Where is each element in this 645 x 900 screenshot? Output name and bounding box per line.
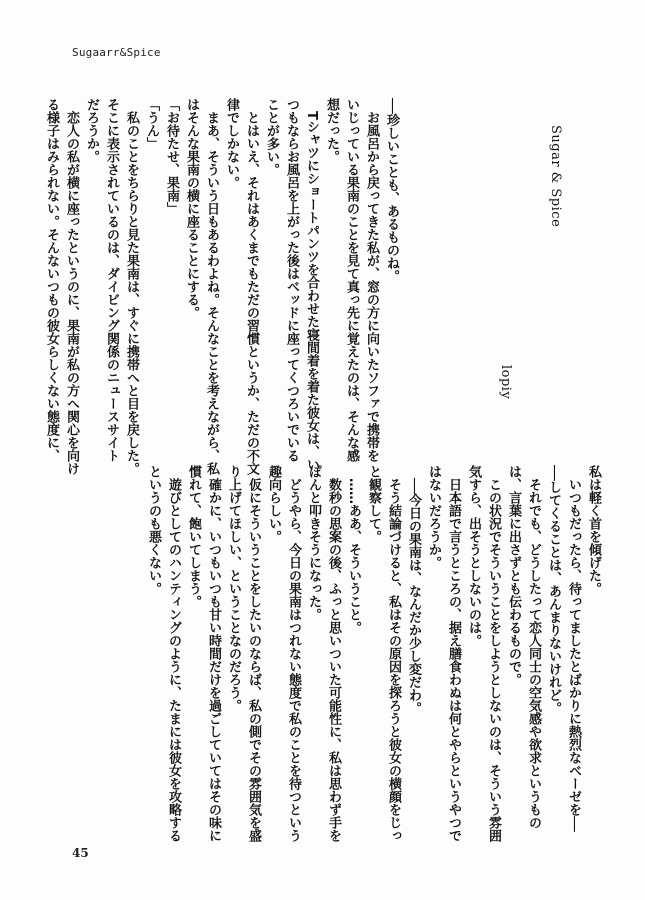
text-line: 気すら、出そうとしないのは。 — [466, 465, 481, 647]
text-line: 「お待たせ、果南」 — [164, 98, 179, 215]
text-line: というのも悪くない。 — [146, 465, 161, 595]
text-block-bottom — [143, 465, 603, 842]
text-line: はそんな果南の横に座ることにする。 — [184, 98, 199, 319]
text-line: 数秒の思案の後、ふっと思いついた可能性に、私は思わず手を — [326, 465, 341, 842]
author-name: lopiy — [498, 365, 513, 400]
text-line: は、言葉に出さずとも伝わるもので。 — [506, 465, 521, 686]
text-line: はないだろうか。 — [426, 465, 441, 569]
text-line: いつもだったら、待ってましたとばかりに熱烈なベーゼを── — [566, 465, 581, 832]
text-line: 慣れて、飽いてしまう。 — [186, 465, 201, 608]
text-line: ──してくることは、あんまりないけれど。 — [546, 465, 561, 715]
story-title: Sugar & Spice — [548, 125, 563, 228]
text-line: まあ、そういう日もあるわよね。そんなことを考えながら、私 — [204, 98, 219, 475]
text-line: どうやら、今日の果南はつれない態度で私のことを待つという — [286, 465, 301, 842]
text-block-top — [41, 98, 401, 475]
text-line: それでも、どうしたって恋人同士の空気感や欲求というもの — [526, 465, 541, 829]
text-line: と観察して。 — [366, 465, 381, 543]
text-line: この状況でそういうことをしようとしないのは、そういう雰囲 — [486, 465, 501, 842]
text-line: 趣向らしい。 — [266, 465, 281, 543]
text-line: 私のことをちらりと見た果南は、すぐに携帯へと目を戻した。 — [124, 98, 139, 475]
text-line: ぽんと叩きそうになった。 — [306, 465, 321, 621]
text-line: 日本語で言うところの、据え膳食わぬは何とやらというやつで — [446, 465, 461, 842]
page-number: 45 — [72, 846, 89, 860]
text-line: ──珍しいことも、あるものね。 — [384, 98, 399, 283]
text-line: つもならお風呂を上がった後はベッドに座ってくつろいでいる — [284, 98, 299, 462]
text-line: 確かに、いつもいつも甘い時間だけを過ごしていてはその味に — [206, 465, 221, 842]
text-line: 私は軽く首を傾げた。 — [586, 465, 601, 595]
text-line: り上げてほしい、ということなのだろう。 — [226, 465, 241, 712]
text-line: だろうか。 — [84, 98, 99, 163]
text-line: 「うん」 — [144, 98, 159, 150]
text-line: 遊びとしてのハンティングのように、たまには彼女を攻略する — [166, 465, 181, 842]
text-line: Tシャツにショートパンツを合わせた寝間着を着た彼女は、い — [304, 98, 319, 471]
text-line: そこに表示されているのは、ダイビング関係のニュースサイト — [104, 98, 119, 462]
text-line: る様子はみられない。そんないつもの彼女らしくない態度に、 — [44, 98, 59, 462]
text-line: 律でしかない。 — [224, 98, 239, 189]
text-line: お風呂から戻ってきた私が、窓の方に向いたソファで携帯を — [364, 98, 379, 462]
text-line: 恋人の私が横に座ったというのに、果南が私の方へ関心を向け — [64, 98, 79, 475]
text-line: そう結論づけると、私はその原因を探ろうと彼女の横顔をじっ — [386, 465, 401, 842]
text-line: ことが多い。 — [264, 98, 279, 176]
running-head: Sugaarr&Spice — [72, 46, 161, 59]
text-line: ──今日の果南は、なんだか少し変だわ。 — [406, 465, 421, 715]
text-line: いじっている果南のことを見て真っ先に覚えたのは、そんな感 — [344, 98, 359, 462]
text-line: とはいえ、それはあくまでもただの習慣というか、ただの不文 — [244, 98, 259, 475]
text-line: ……ああ、そういうこと。 — [346, 465, 361, 634]
text-line: 想だった。 — [324, 98, 339, 163]
text-line: 仮にそういうことをしたいのならば、私の側でその雰囲気を盛 — [246, 465, 261, 842]
